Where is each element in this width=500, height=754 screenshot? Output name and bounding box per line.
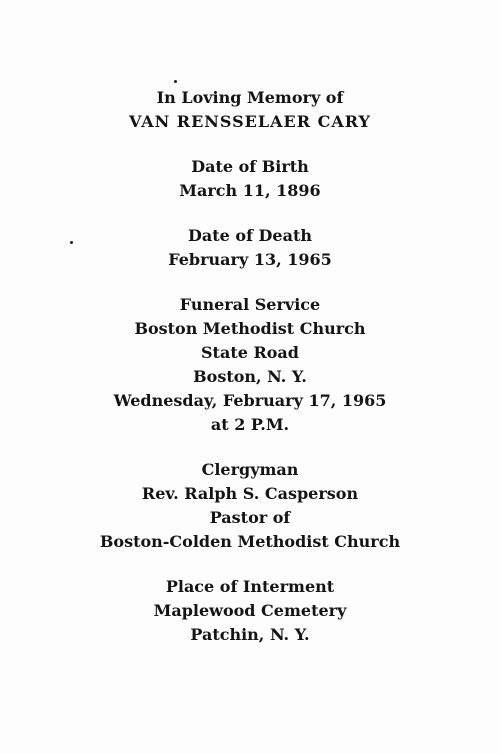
- interment-section: [0, 575, 500, 647]
- heading-section: [0, 86, 500, 134]
- memorial-heading: In Loving Memory of: [156, 88, 344, 107]
- ink-speck: [174, 80, 177, 83]
- clergyman-church: Boston-Colden Methodist Church: [99, 532, 401, 551]
- birth-label: Date of Birth: [191, 157, 309, 176]
- interment-town: Patchin, N. Y.: [190, 625, 310, 644]
- funeral-church: Boston Methodist Church: [134, 319, 366, 338]
- clergyman-label: Clergyman: [201, 460, 299, 479]
- death-date: February 13, 1965: [168, 250, 332, 269]
- funeral-street: State Road: [201, 343, 299, 362]
- funeral-label: Funeral Service: [179, 295, 321, 314]
- death-label: Date of Death: [188, 226, 312, 245]
- funeral-section: [0, 293, 500, 437]
- birth-section: [0, 155, 500, 203]
- funeral-town: Boston, N. Y.: [193, 367, 307, 386]
- funeral-date: Wednesday, February 17, 1965: [113, 391, 387, 410]
- death-section: [0, 224, 500, 272]
- birth-date: March 11, 1896: [179, 181, 321, 200]
- clergyman-section: [0, 458, 500, 554]
- memorial-card-text: [0, 86, 500, 668]
- clergyman-title: Pastor of: [209, 508, 291, 527]
- deceased-name: VAN RENSSELAER CARY: [129, 112, 371, 131]
- interment-cemetery: Maplewood Cemetery: [153, 601, 347, 620]
- clergyman-name: Rev. Ralph S. Casperson: [141, 484, 359, 503]
- funeral-time: at 2 P.M.: [210, 415, 290, 434]
- interment-label: Place of Interment: [165, 577, 335, 596]
